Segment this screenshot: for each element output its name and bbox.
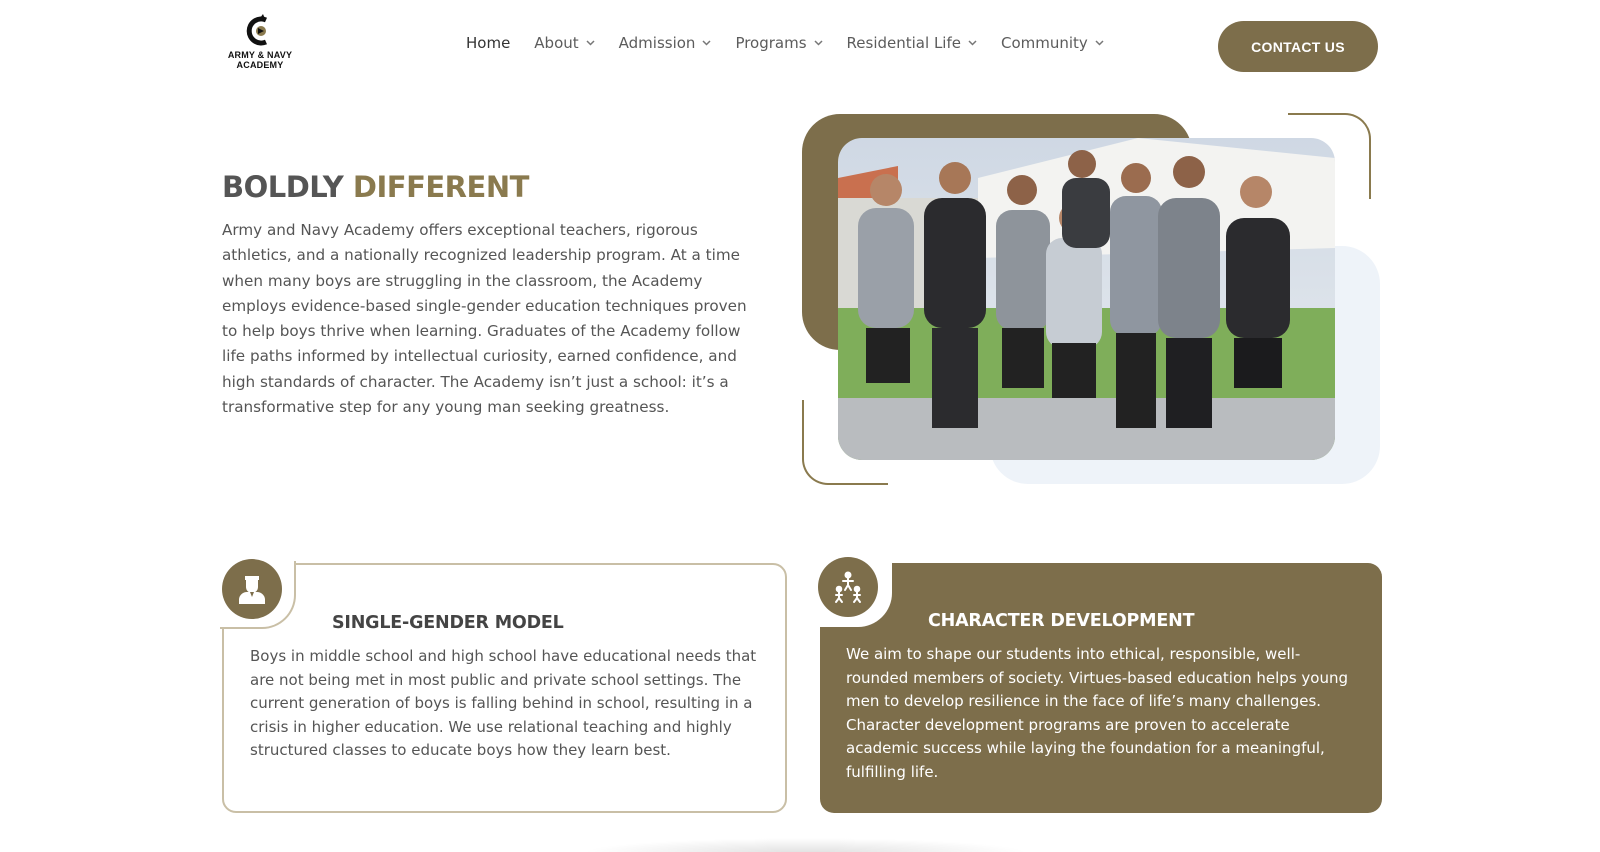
bottom-shadow [580,838,1030,852]
nav-community-label: Community [1000,34,1088,52]
chevron-down-icon [1095,40,1104,46]
hero-title-part1: BOLDLY [222,170,344,204]
people-pyramid-icon [831,570,865,604]
single-gender-card [222,563,787,813]
contact-us-button[interactable]: CONTACT US [1218,21,1378,72]
nav-home[interactable] [466,34,510,52]
academy-logo[interactable] [222,14,298,74]
nav-residential-life-label: Residential Life [846,34,961,52]
hero-title-part2: DIFFERENT [352,170,529,204]
people-pyramid-icon-badge [818,557,878,617]
nav-programs[interactable] [735,34,822,52]
nav-about-label: About [534,34,579,52]
hero-body: Army and Navy Academy offers exceptional teachers, rigorous athletics, and a nationally recognized leadership program. At a time when many boys are struggling in the classroom, the Academy employs evidence-based single-gender education techniques proven to help boys thrive when learning. Graduates of the Academy follow life paths informed by intellectual curiosity, earned confidence, and high standards of character. The Academy isn’t just a school: it’s a transformative step for any young man seeking greatness. [222,221,747,417]
hero-title [222,170,529,204]
student-icon-badge [222,559,282,619]
academy-crest-icon [244,14,276,48]
nav-home-label: Home [466,34,511,52]
chevron-down-icon [586,40,595,46]
chevron-down-icon [702,40,711,46]
nav-admission[interactable] [619,34,712,52]
card-text: Boys in middle school and high school have educational needs that are not being met in most public and private school settings. The current generation of boys is falling behind in school, resulting in a crisis in higher education. We use relational teaching and highly structured classes to educate boys how they learn best. [250,647,757,760]
nav-community[interactable] [1001,34,1104,52]
group-photo-illustration [838,138,1335,460]
nav-about[interactable] [534,34,594,52]
chevron-down-icon [968,40,977,46]
card-title: SINGLE-GENDER MODEL [332,613,564,633]
nav-programs-label: Programs [735,34,807,52]
main-nav [466,34,1128,52]
chevron-down-icon [814,40,823,46]
logo-line-2: ACADEMY [236,60,284,70]
nav-residential-life[interactable] [847,34,977,52]
group-of-students-photo [838,138,1335,460]
student-icon [237,573,267,605]
card-text: We aim to shape our students into ethical, responsible, well-rounded members of society. Virtues-based education helps young men to develop resilience in the face of life’s many challenges. Character development programs are proven to accelerate academic success while laying the foundation for a meaningful, fulfilling life. [846,645,1348,781]
logo-line-1: ARMY & NAVY [227,50,293,60]
card-title: CHARACTER DEVELOPMENT [928,611,1195,631]
character-development-card [820,563,1382,813]
nav-admission-label: Admission [618,34,696,52]
